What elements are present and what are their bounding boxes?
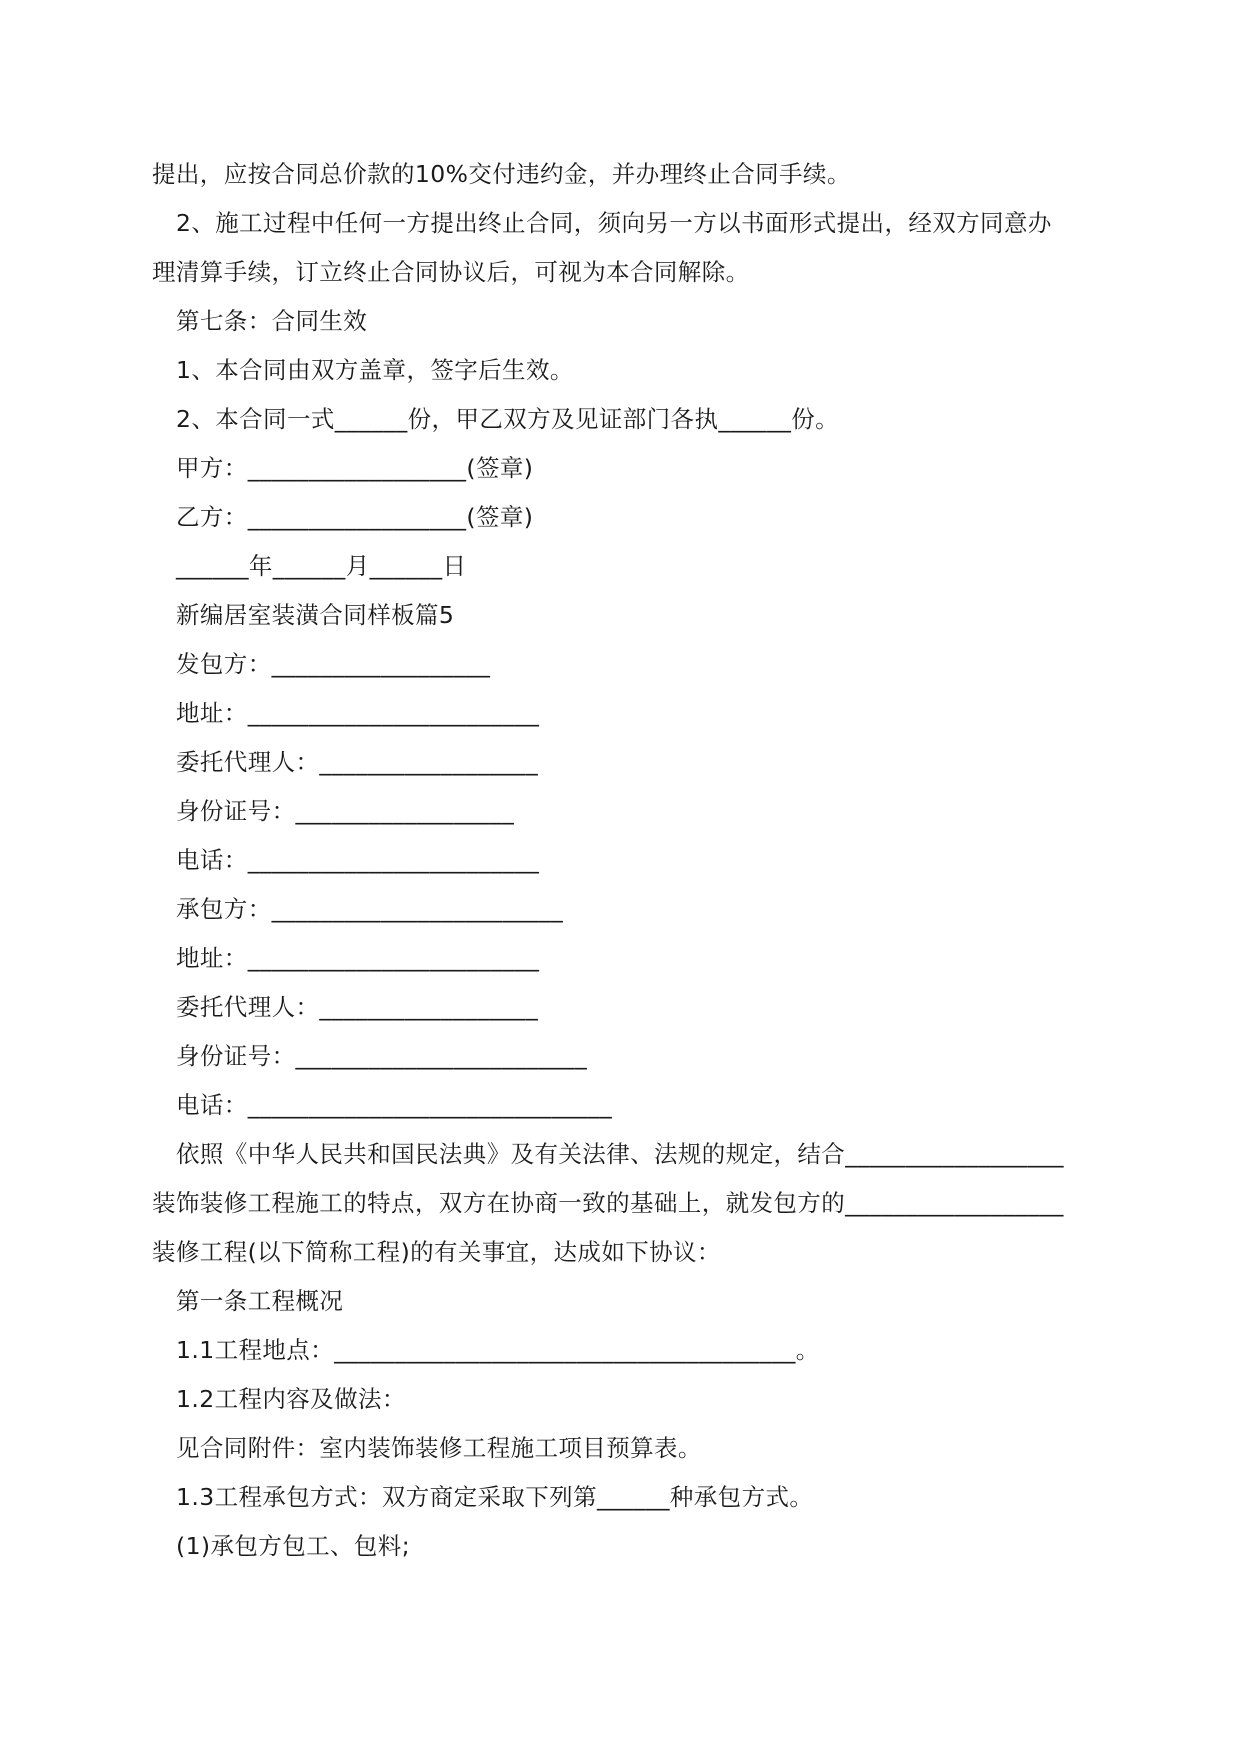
contract-title: 新编居室装潢合同样板篇5 bbox=[176, 601, 455, 629]
signature-line-party-b: 乙方：__________________(签章) bbox=[176, 503, 534, 531]
text-line: 1.1工程地点：______________________________________。 bbox=[176, 1336, 820, 1364]
section-heading: 第一条工程概况 bbox=[176, 1287, 344, 1315]
field-address: 地址：________________________ bbox=[176, 944, 540, 972]
field-id-number: 身份证号：________________________ bbox=[176, 1042, 588, 1070]
field-id-number: 身份证号：__________________ bbox=[176, 797, 515, 825]
signature-line-party-a: 甲方：__________________(签章) bbox=[176, 454, 534, 482]
text-line: 依照《中华人民共和国民法典》及有关法律、法规的规定，结合__________________ bbox=[176, 1140, 1064, 1168]
document-page bbox=[152, 150, 1097, 1571]
text-line: (1)承包方包工、包料; bbox=[176, 1532, 411, 1560]
text-line: 装修工程(以下简称工程)的有关事宜，达成如下协议： bbox=[152, 1238, 721, 1266]
field-agent: 委托代理人：__________________ bbox=[176, 748, 539, 776]
field-employer: 发包方：__________________ bbox=[176, 650, 491, 678]
section-heading: 第七条：合同生效 bbox=[176, 307, 368, 335]
text-line: 装饰装修工程施工的特点，双方在协商一致的基础上，就发包方的__________________ bbox=[152, 1189, 1064, 1217]
text-line: 提出，应按合同总价款的10%交付违约金，并办理终止合同手续。 bbox=[152, 160, 851, 188]
field-address: 地址：________________________ bbox=[176, 699, 540, 727]
text-line: 2、本合同一式______份，甲乙双方及见证部门各执______份。 bbox=[176, 405, 840, 433]
text-line: 2、施工过程中任何一方提出终止合同，须向另一方以书面形式提出，经双方同意办 bbox=[176, 209, 1052, 237]
text-line: 1.3工程承包方式：双方商定采取下列第______种承包方式。 bbox=[176, 1483, 814, 1511]
field-phone: 电话：______________________________ bbox=[176, 1091, 613, 1119]
field-contractor: 承包方：________________________ bbox=[176, 895, 564, 923]
text-line: 见合同附件：室内装饰装修工程施工项目预算表。 bbox=[176, 1434, 702, 1462]
text-line: 理清算手续，订立终止合同协议后，可视为本合同解除。 bbox=[152, 258, 750, 286]
field-agent: 委托代理人：__________________ bbox=[176, 993, 539, 1021]
text-line: 1.2工程内容及做法： bbox=[176, 1385, 406, 1413]
field-phone: 电话：________________________ bbox=[176, 846, 540, 874]
text-line: 1、本合同由双方盖章，签字后生效。 bbox=[176, 356, 574, 384]
date-line: ______年______月______日 bbox=[176, 552, 467, 580]
